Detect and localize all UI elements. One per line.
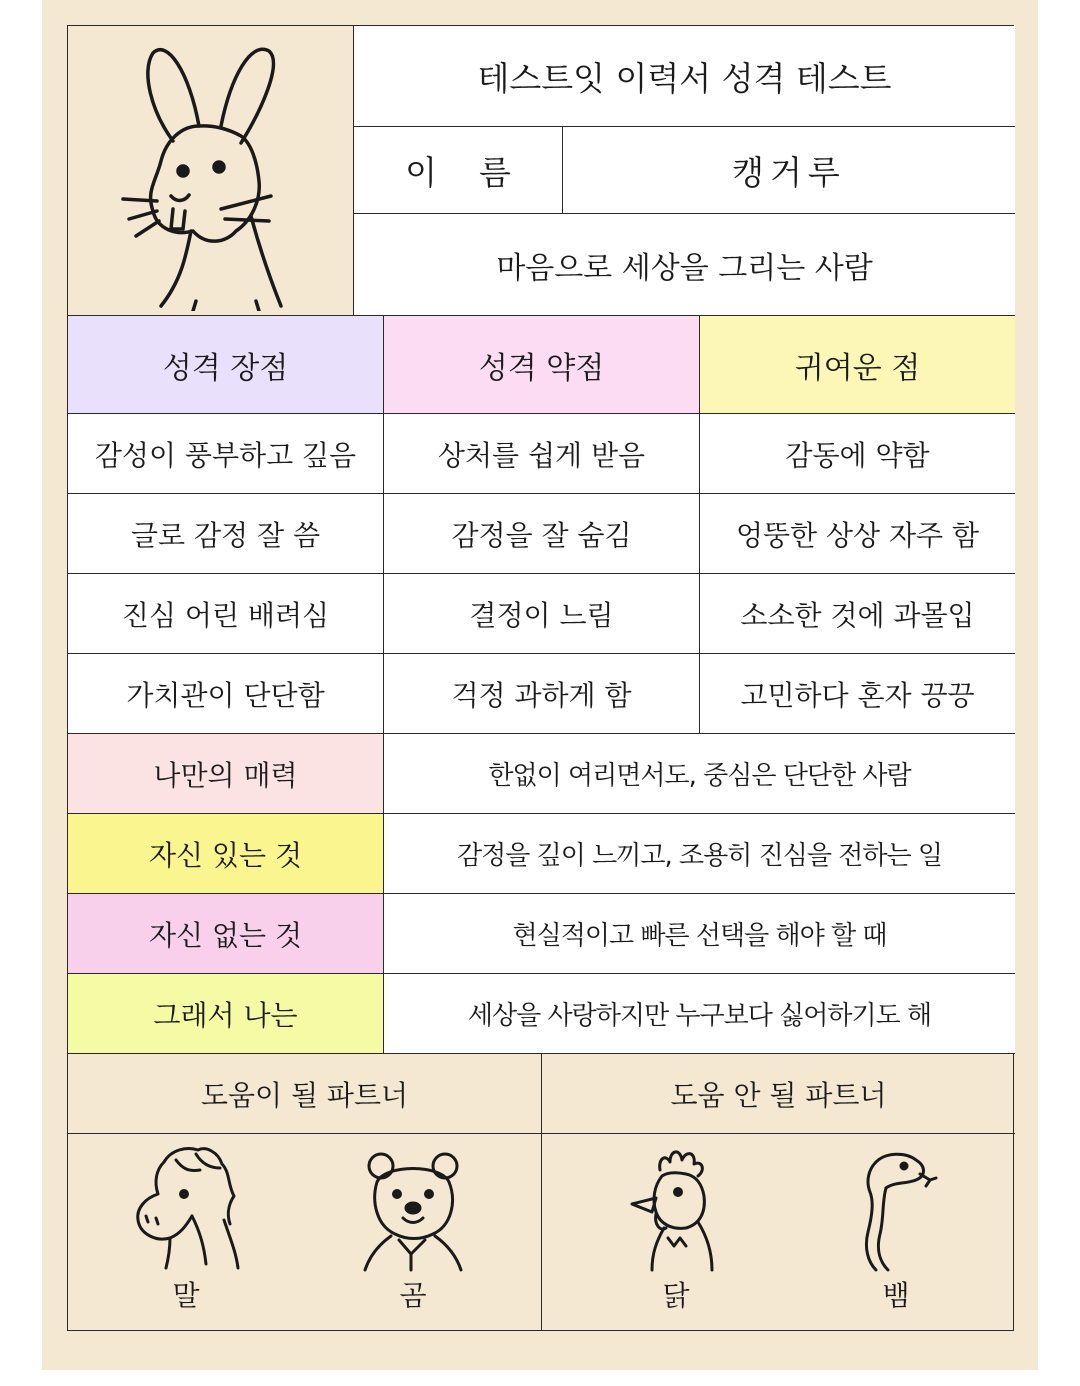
snake-icon bbox=[846, 1142, 946, 1272]
tagline: 마음으로 세상을 그리는 사람 bbox=[354, 214, 1015, 316]
bad-partner-header: 도움 안 될 파트너 bbox=[542, 1054, 1015, 1134]
detail-label-confident: 자신 있는 것 bbox=[68, 814, 384, 894]
detail-value-confident: 감정을 깊이 느끼고, 조용히 진심을 전하는 일 bbox=[384, 814, 1015, 894]
partner-snake bbox=[846, 1142, 946, 1314]
avatar bbox=[68, 26, 354, 316]
trait-cell: 감성이 풍부하고 깊음 bbox=[68, 414, 384, 494]
header-weaknesses: 성격 약점 bbox=[384, 316, 700, 414]
name-value: 캥거루 bbox=[563, 127, 1015, 214]
detail-value-so-i-am: 세상을 사랑하지만 누구보다 싫어하기도 해 bbox=[384, 974, 1015, 1054]
trait-cell: 결정이 느림 bbox=[384, 574, 700, 654]
detail-label-charm: 나만의 매력 bbox=[68, 734, 384, 814]
trait-cell: 걱정 과하게 함 bbox=[384, 654, 700, 734]
trait-cell: 진심 어린 배려심 bbox=[68, 574, 384, 654]
bear-icon bbox=[351, 1142, 475, 1272]
partner-name: 닭 bbox=[662, 1279, 690, 1312]
partner-name: 뱀 bbox=[882, 1279, 910, 1312]
trait-cell: 가치관이 단단함 bbox=[68, 654, 384, 734]
trait-cell: 고민하다 혼자 끙끙 bbox=[700, 654, 1015, 734]
detail-label-so-i-am: 그래서 나는 bbox=[68, 974, 384, 1054]
trait-cell: 감동에 약함 bbox=[700, 414, 1015, 494]
rooster-icon bbox=[616, 1142, 736, 1272]
trait-cell: 소소한 것에 과몰입 bbox=[700, 574, 1015, 654]
trait-cell: 엉뚱한 상상 자주 함 bbox=[700, 494, 1015, 574]
trait-cell: 감정을 잘 숨김 bbox=[384, 494, 700, 574]
detail-value-charm: 한없이 여리면서도, 중심은 단단한 사람 bbox=[384, 734, 1015, 814]
resume-card bbox=[67, 25, 1014, 1331]
partner-name: 말 bbox=[172, 1279, 200, 1312]
trait-cell: 글로 감정 잘 씀 bbox=[68, 494, 384, 574]
rabbit-icon bbox=[101, 31, 321, 311]
detail-value-not-confident: 현실적이고 빠른 선택을 해야 할 때 bbox=[384, 894, 1015, 974]
header-strengths: 성격 장점 bbox=[68, 316, 384, 414]
partner-bear bbox=[351, 1142, 475, 1314]
page-title: 테스트잇 이력서 성격 테스트 bbox=[354, 26, 1015, 127]
partner-rooster bbox=[616, 1142, 736, 1314]
good-partner-header: 도움이 될 파트너 bbox=[68, 1054, 542, 1134]
header-cute-points: 귀여운 점 bbox=[700, 316, 1015, 414]
detail-label-not-confident: 자신 없는 것 bbox=[68, 894, 384, 974]
partner-horse bbox=[126, 1142, 246, 1314]
trait-cell: 상처를 쉽게 받음 bbox=[384, 414, 700, 494]
name-label: 이 름 bbox=[354, 127, 563, 214]
partner-name: 곰 bbox=[399, 1279, 427, 1312]
horse-icon bbox=[126, 1142, 246, 1272]
